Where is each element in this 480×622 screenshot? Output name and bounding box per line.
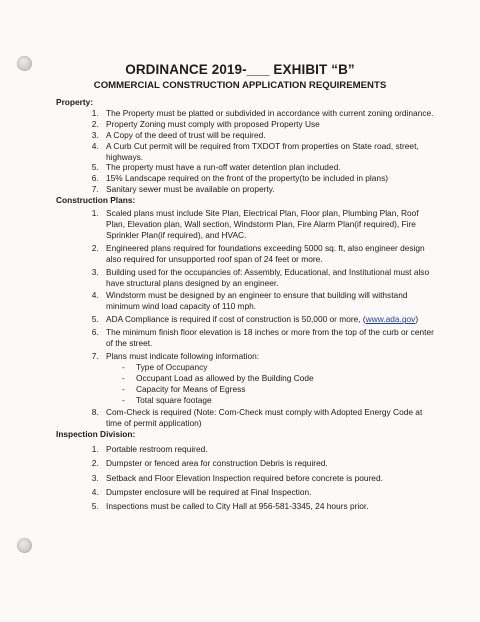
list-item: 8. Com-Check is required (Note: Com-Check must comply with Adopted Energy Code at time of permit application) <box>101 407 436 429</box>
list-item: 1. The Property must be platted or subdivided in accordance with current zoning ordinance. <box>101 108 436 119</box>
list-item: 4. Windstorm must be designed by an engineer to ensure that building will withstand minimum wind load capacity of 110 mph. <box>101 290 436 312</box>
list-item: 4. Dumpster enclosure will be required at Final Inspection. <box>101 487 436 498</box>
plan-info-sublist <box>106 362 436 406</box>
document-subtitle: COMMERCIAL CONSTRUCTION APPLICATION REQUIREMENTS <box>93 80 387 91</box>
list-item: 2. Engineered plans required for foundations exceeding 5000 sq. ft, also engineer design also required for unsupported roof span of 24 feet or more. <box>101 243 436 265</box>
document-body <box>56 97 436 512</box>
list-item: 3. A Copy of the deed of trust will be required. <box>101 130 436 141</box>
property-list <box>56 108 436 195</box>
list-item: 2. Property Zoning must comply with proposed Property Use <box>101 119 436 130</box>
section-heading-construction: Construction Plans: <box>56 195 136 206</box>
sublist-item: - Occupant Load as allowed by the Building Code <box>122 373 436 384</box>
list-item: 6. The minimum finish floor elevation is 18 inches or more from the top of the curb or center of the street. <box>101 327 436 349</box>
ada-link[interactable]: www.ada.gov <box>365 314 416 325</box>
list-item-plan-info <box>101 351 436 406</box>
plan-info-label: Plans must indicate following information: <box>106 350 260 361</box>
section-heading-property: Property: <box>56 97 94 107</box>
list-item: 7. Sanitary sewer must be available on property. <box>101 184 436 195</box>
construction-list <box>56 208 436 429</box>
sublist-item: - Type of Occupancy <box>122 362 436 373</box>
sublist-item: - Total square footage <box>122 395 436 406</box>
ada-text: ADA Compliance is required if cost of construction is 50,000 or more, ( <box>106 314 366 325</box>
list-item: 3. Building used for the occupancies of: Assembly, Educational, and Institutional must also have structural plans designed by an engineer. <box>101 267 436 289</box>
list-item: 3. Setback and Floor Elevation Inspection required before concrete is poured. <box>101 473 436 484</box>
list-item-ada <box>101 314 436 325</box>
ada-close: ) <box>415 314 419 325</box>
list-item: 5. Inspections must be called to City Hall at 956-581-3345, 24 hours prior. <box>101 501 436 512</box>
list-item: 5. The property must have a run-off water detention plan included. <box>101 162 436 173</box>
list-item: 1. Scaled plans must include Site Plan, Electrical Plan, Floor plan, Plumbing Plan, Roof Plan, Elevation plan, Wall section, Windstorm Plan, Fire Alarm Plan(if required), Fire Sprinkler Plan(if required), and HVAC. <box>101 208 436 241</box>
punch-hole-bottom <box>17 538 32 553</box>
section-heading-inspection: Inspection Division: <box>56 429 136 440</box>
list-item: 4. A Curb Cut permit will be required from TXDOT from properties on State road, street, highways. <box>101 141 436 163</box>
document-title: ORDINANCE 2019-___ EXHIBIT “B” <box>125 62 355 77</box>
list-item: 6. 15% Landscape required on the front of the property(to be included in plans) <box>101 173 436 184</box>
list-item: 2. Dumpster or fenced area for construction Debris is required. <box>101 458 436 469</box>
list-item: 1. Portable restroom required. <box>101 444 436 455</box>
inspection-list <box>56 444 436 513</box>
sublist-item: - Capacity for Means of Egress <box>122 384 436 395</box>
